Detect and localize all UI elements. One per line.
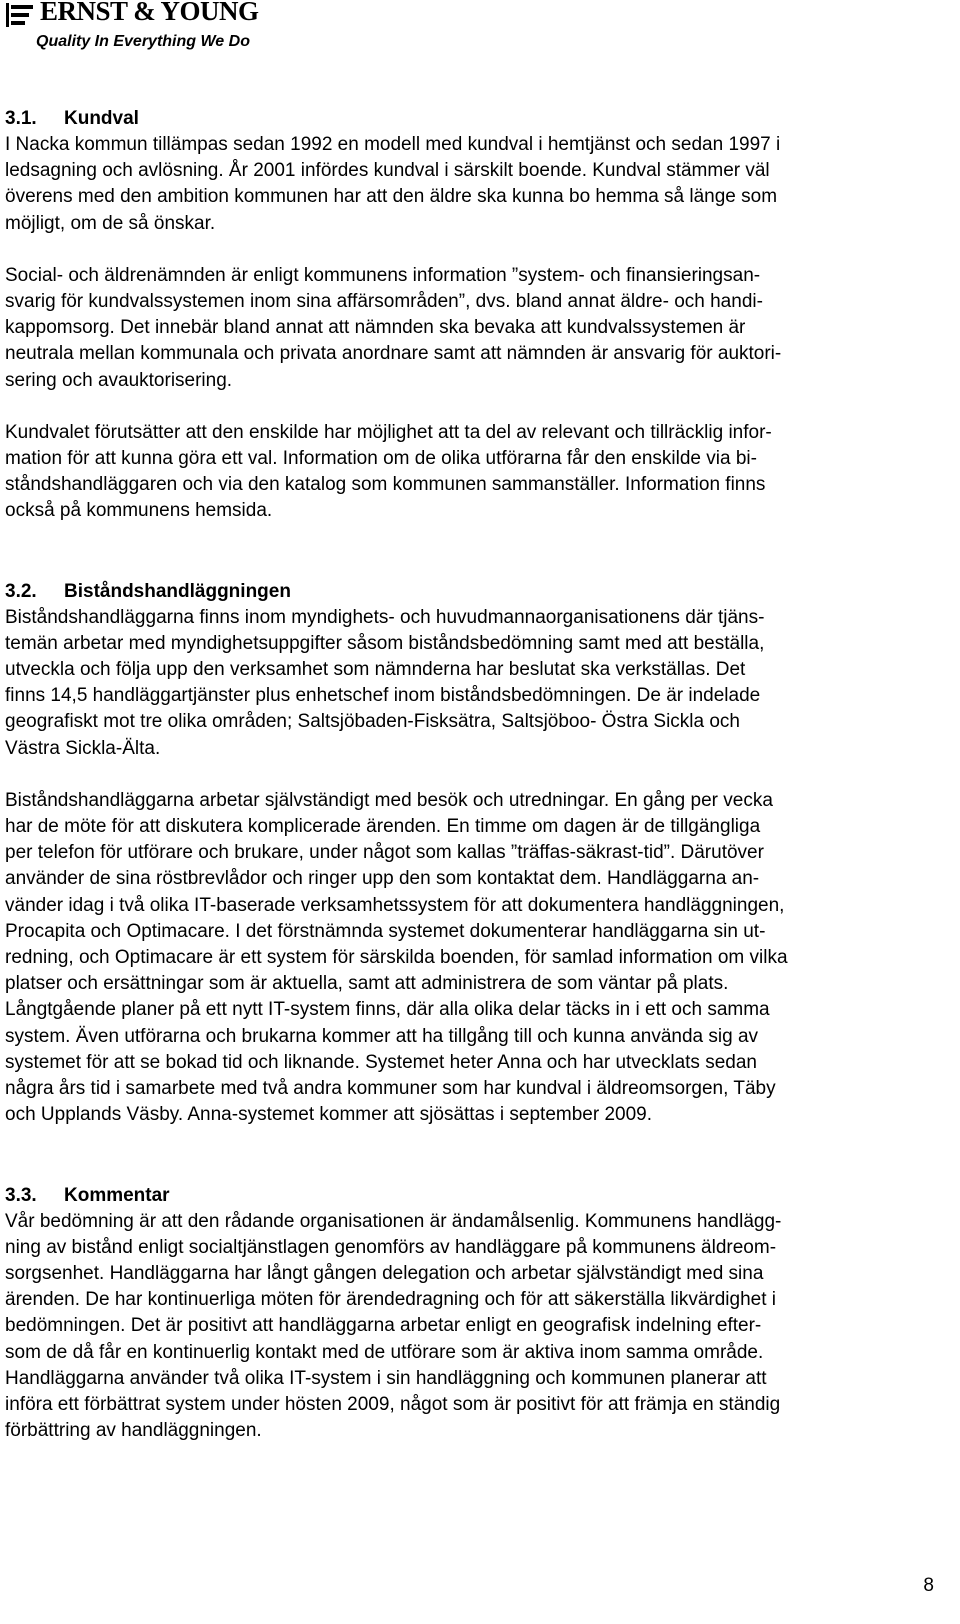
document-body	[5, 106, 960, 1470]
paragraph: Social- och äldrenämnden är enligt kommunens information ”system- och finansieringsan- svarig för kundvalssystemen inom sina affärsområden”, dvs. bland annat äldre- och handi- kappomsorg. Det innebär bland annat att nämnden ska bevaka att kundvalssystemen är neutrala mellan kommunala och privata anordnare samt att nämnden är ansvarig för auktori- sering och avauktorisering.	[5, 264, 782, 391]
section-title: Biståndshandläggningen	[64, 580, 291, 602]
ernst-young-logo-mark-icon	[6, 3, 36, 27]
paragraph: Biståndshandläggarna arbetar självständigt med besök och utredningar. En gång per vecka har de möte för att diskutera komplicerade ärenden. En timme om dagen är de tillgängliga per telefon för utförare och brukare, under något som kallas ”träffas-säkrast-tid”. Därutöver använder de sina röstbrevlådor och ringer upp den som kontaktat dem. Handläggarna an- vänder idag i två olika IT-baserade verksamhetssystem för att dokumentera handläggningen, Procapita och Optimacare. I det förstnämnda systemet dokumenterar handläggarna sin ut- redning, och Optimacare är ett system för särskilda boenden, för samlad information om vilka platser och ersättningar som är aktuella, samt att administrera de som väntar på plats. Långtgående planer på ett nytt IT-system finns, där alla olika delar täcks in i ett och samma system. Även utförarna och brukarna kommer att ha tillgång till och kunna använda sig av systemet för att se bokad tid och liknande. Systemet heter Anna och har utvecklats sedan några års tid i samarbete med två andra kommuner som har kundval i äldreomsorgen, Täby och Upplands Väsby. Anna-systemet kommer att sjösättas i september 2009.	[5, 789, 788, 1126]
section-bistandshandlaggningen	[5, 579, 960, 1129]
paragraph: Biståndshandläggarna finns inom myndighets- och huvudmannaorganisationens där tjäns- temän arbetar med myndighetsuppgifter såsom biståndsbedömning samt med att beställa, utveckla och följa upp den verksamhet som nämnderna har beslutat ska verkställas. Det finns 14,5 handläggartjänster plus enhetschef inom biståndsbedömningen. De är indelade geografiskt mot tre olika områden; Saltsjöbaden-Fisksätra, Saltsjöboo- Östra Sickla och Västra Sickla-Älta.	[5, 606, 765, 759]
ernst-young-logo	[6, 0, 266, 58]
paragraph: I Nacka kommun tillämpas sedan 1992 en modell med kundval i hemtjänst och sedan 1997 i ledsagning och avlösning. År 2001 infördes kundval i särskilt boende. Kundval stämmer väl överens med den ambition kommunen har att den äldre ska kunna bo hemma så länge som möjligt, om de så önskar.	[5, 134, 781, 234]
section-number: 3.1.	[5, 108, 37, 129]
section-kundval	[5, 106, 960, 525]
paragraph: Vår bedömning är att den rådande organisationen är ändamålsenlig. Kommunens handlägg- ning av bistånd enligt socialtjänstlagen genomförs av handläggare på kommunens äldreom- sorgsenhet. Handläggarna har långt gången delegation och arbetar självständigt med sina ärenden. De har kontinuerliga möten för ärendedragning och för att säkerställa likvärdighet i bedömningen. Det är positivt att handläggarna arbetar enligt en geografisk indelning efter- som de då får en kontinuerlig kontakt med de utförare som är aktiva inom samma område. Handläggarna använder två olika IT-system i sin handläggning och kommunen planerar att införa ett förbättrat system under hösten 2009, något som är positivt för att främja en ständig förbättring av handläggningen.	[5, 1210, 782, 1442]
section-title: Kommentar	[64, 1184, 170, 1206]
paragraph: Kundvalet förutsätter att den enskilde har möjlighet att ta del av relevant och tillräcklig infor- mation för att kunna göra ett val. Information om de olika utförarna får den enskilde via bi- ståndshandläggaren och via den katalog som kommunen sammanställer. Information finns också på kommunens hemsida.	[5, 421, 772, 522]
section-title: Kundval	[64, 108, 139, 129]
section-kommentar	[5, 1183, 960, 1445]
section-number: 3.2.	[5, 580, 37, 602]
section-number: 3.3.	[5, 1184, 37, 1206]
page-number: 8	[923, 1575, 934, 1596]
logo-tagline: Quality In Everything We Do	[36, 33, 250, 50]
logo-company-name: ERNST & YOUNG	[40, 0, 259, 26]
